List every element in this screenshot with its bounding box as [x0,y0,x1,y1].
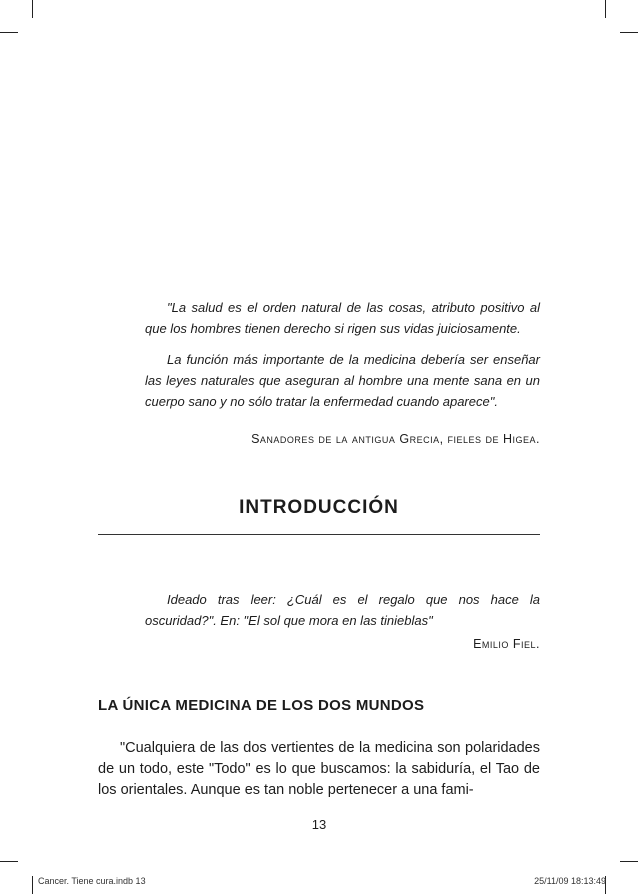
chapter-title: INTRODUCCIÓN [239,497,399,518]
epigraph-paragraph-1: "La salud es el orden natural de las cosas, atributo positivo al que los hombres tienen derecho si rigen sus vidas juiciosamente. [145,300,540,336]
epigraph-attribution: Sanadores de la antigua Grecia, fieles de Higea. [251,432,540,446]
crop-mark-top-left-v [32,0,33,18]
note-text: Ideado tras leer: ¿Cuál es el regalo que nos hace la oscuridad?". En: "El sol que mora en las tinieblas" [145,592,540,628]
body-paragraph: "Cualquiera de las dos vertientes de la medicina son polaridades de un todo, este "Todo" es lo que buscamos: la sabiduría, el Tao de los orientales. Aunque es tan noble pertenecer a una fami- [98,740,540,798]
footer-file: Cancer. Tiene cura.indb 13 [38,876,146,886]
footer-timestamp: 25/11/09 18:13:49 [534,876,606,886]
crop-mark-bottom-left-h [0,861,18,862]
note-attribution: Emilio Fiel. [473,637,540,651]
crop-mark-bottom-left-v [32,876,33,894]
note [145,589,540,631]
epigraph [145,297,540,412]
crop-mark-top-right-h [620,32,638,33]
body-text [98,738,540,801]
crop-mark-top-right-v [605,0,606,18]
page-number: 13 [311,817,327,832]
crop-mark-bottom-right-h [620,861,638,862]
epigraph-paragraph-2: La función más importante de la medicina debería ser enseñar las leyes naturales que aseguran al hombre una mente sana en un cuerpo sano y no sólo tratar la enfermedad cuando aparece". [145,352,540,409]
crop-mark-top-left-h [0,32,18,33]
section-title: LA ÚNICA MEDICINA DE LOS DOS MUNDOS [98,697,425,714]
title-rule [98,534,540,535]
